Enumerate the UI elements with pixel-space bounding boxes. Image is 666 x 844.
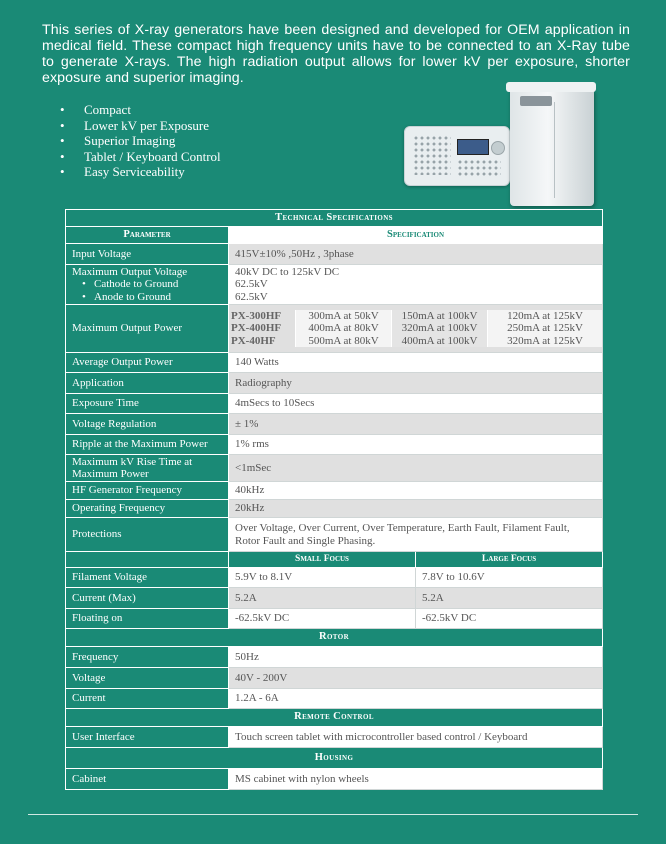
feature-item: • Easy Serviceability <box>60 164 221 180</box>
param-value-group <box>229 265 603 305</box>
param-label: Maximum kV Rise Time at Maximum Power <box>66 455 229 482</box>
technical-specifications-table <box>65 209 603 790</box>
param-value: 7.8V to 10.6V <box>416 568 603 588</box>
column-header-parameter: Parameter <box>66 227 229 244</box>
column-header-specification: Specification <box>229 227 603 244</box>
param-label: HF Generator Frequency <box>66 482 229 500</box>
keypad-secondary <box>457 159 501 177</box>
param-value: MS cabinet with nylon wheels <box>229 769 603 790</box>
param-sublabel: • Anode to Ground <box>72 291 222 304</box>
cabinet-door-line <box>554 102 555 198</box>
param-value: 5.2A <box>416 588 603 609</box>
feature-item: • Lower kV per Exposure <box>60 118 221 134</box>
power-value: 120mA at 125kV <box>487 310 602 323</box>
param-label: Input Voltage <box>66 244 229 265</box>
param-label: Frequency <box>66 647 229 668</box>
generator-cabinet-image <box>510 88 594 206</box>
feature-item: • Superior Imaging <box>60 133 221 149</box>
feature-list <box>60 102 221 180</box>
param-value: 62.5kV <box>235 290 268 303</box>
param-label: User Interface <box>66 727 229 748</box>
param-value: <1mSec <box>229 455 603 482</box>
param-value: 20kHz <box>229 500 603 518</box>
power-value: 300mA at 50kV <box>295 310 391 323</box>
focus-header-blank <box>66 552 229 568</box>
param-value: 1% rms <box>229 435 603 455</box>
param-value: Radiography <box>229 373 603 394</box>
keypad <box>413 135 451 175</box>
feature-item: • Tablet / Keyboard Control <box>60 149 221 165</box>
power-value: 250mA at 125kV <box>487 322 602 335</box>
param-label: Protections <box>66 518 229 552</box>
power-grid-cell <box>229 305 603 353</box>
param-label: Operating Frequency <box>66 500 229 518</box>
param-value: -62.5kV DC <box>416 609 603 629</box>
cabinet-top <box>506 82 596 92</box>
section-header-rotor: Rotor <box>66 629 603 647</box>
cabinet-panel <box>520 96 552 106</box>
power-value: 150mA at 100kV <box>391 310 487 323</box>
model-name: PX-40HF <box>231 334 276 347</box>
control-console-image <box>404 126 510 186</box>
param-value: 62.5kV <box>235 278 268 291</box>
param-label: Voltage Regulation <box>66 414 229 435</box>
param-label: Cabinet <box>66 769 229 790</box>
param-label: Current (Max) <box>66 588 229 609</box>
small-focus-header: Small Focus <box>229 552 416 568</box>
param-label: Current <box>66 689 229 709</box>
section-header-remote-control: Remote Control <box>66 709 603 727</box>
power-value: 320mA at 100kV <box>391 322 487 335</box>
param-label: Filament Voltage <box>66 568 229 588</box>
model-name: PX-300HF <box>231 309 282 322</box>
param-value: 40kHz <box>229 482 603 500</box>
power-value: 400mA at 80kV <box>295 322 391 335</box>
param-value: ± 1% <box>229 414 603 435</box>
console-knob <box>491 141 505 155</box>
console-display <box>457 139 489 155</box>
param-label: Average Output Power <box>66 353 229 373</box>
power-grid <box>229 310 602 348</box>
section-header-housing: Housing <box>66 748 603 769</box>
param-label: Maximum Output Power <box>66 305 229 353</box>
power-value: 320mA at 125kV <box>487 335 602 348</box>
param-value: 5.2A <box>229 588 416 609</box>
param-label: Exposure Time <box>66 394 229 414</box>
param-value: 50Hz <box>229 647 603 668</box>
param-label: Ripple at the Maximum Power <box>66 435 229 455</box>
param-label: Floating on <box>66 609 229 629</box>
param-value: 4mSecs to 10Secs <box>229 394 603 414</box>
param-label-group <box>66 265 229 305</box>
param-value: 1.2A - 6A <box>229 689 603 709</box>
param-value: Touch screen tablet with microcontroller based control / Keyboard <box>229 727 603 748</box>
param-label: Voltage <box>66 668 229 689</box>
param-value: -62.5kV DC <box>229 609 416 629</box>
param-value: 5.9V to 8.1V <box>229 568 416 588</box>
intro-paragraph: This series of X-ray generators have been designed and developed for OEM application in medical field. These compact high frequency units have to be connected to an X-Ray tube to generate X-rays. The high radiation output allows for lower kV per exposure, shorter exposure and superior imaging. <box>42 22 630 86</box>
param-value: 40V - 200V <box>229 668 603 689</box>
power-value: 400mA at 100kV <box>391 335 487 348</box>
model-name: PX-400HF <box>231 322 282 335</box>
param-sublabel: • Cathode to Ground <box>72 278 222 291</box>
param-value: 415V±10% ,50Hz , 3phase <box>229 244 603 265</box>
footer-divider <box>28 814 638 815</box>
param-value: Over Voltage, Over Current, Over Temperature, Earth Fault, Filament Fault, Rotor Fault and Single Phasing. <box>229 518 603 552</box>
param-value: 40kV DC to 125kV DC <box>235 265 340 278</box>
power-value: 500mA at 80kV <box>295 335 391 348</box>
param-label: Application <box>66 373 229 394</box>
param-value: 140 Watts <box>229 353 603 373</box>
large-focus-header: Large Focus <box>416 552 603 568</box>
table-title: Technical Specifications <box>66 210 603 227</box>
feature-item: • Compact <box>60 102 221 118</box>
param-label: Maximum Output Voltage <box>72 265 188 278</box>
